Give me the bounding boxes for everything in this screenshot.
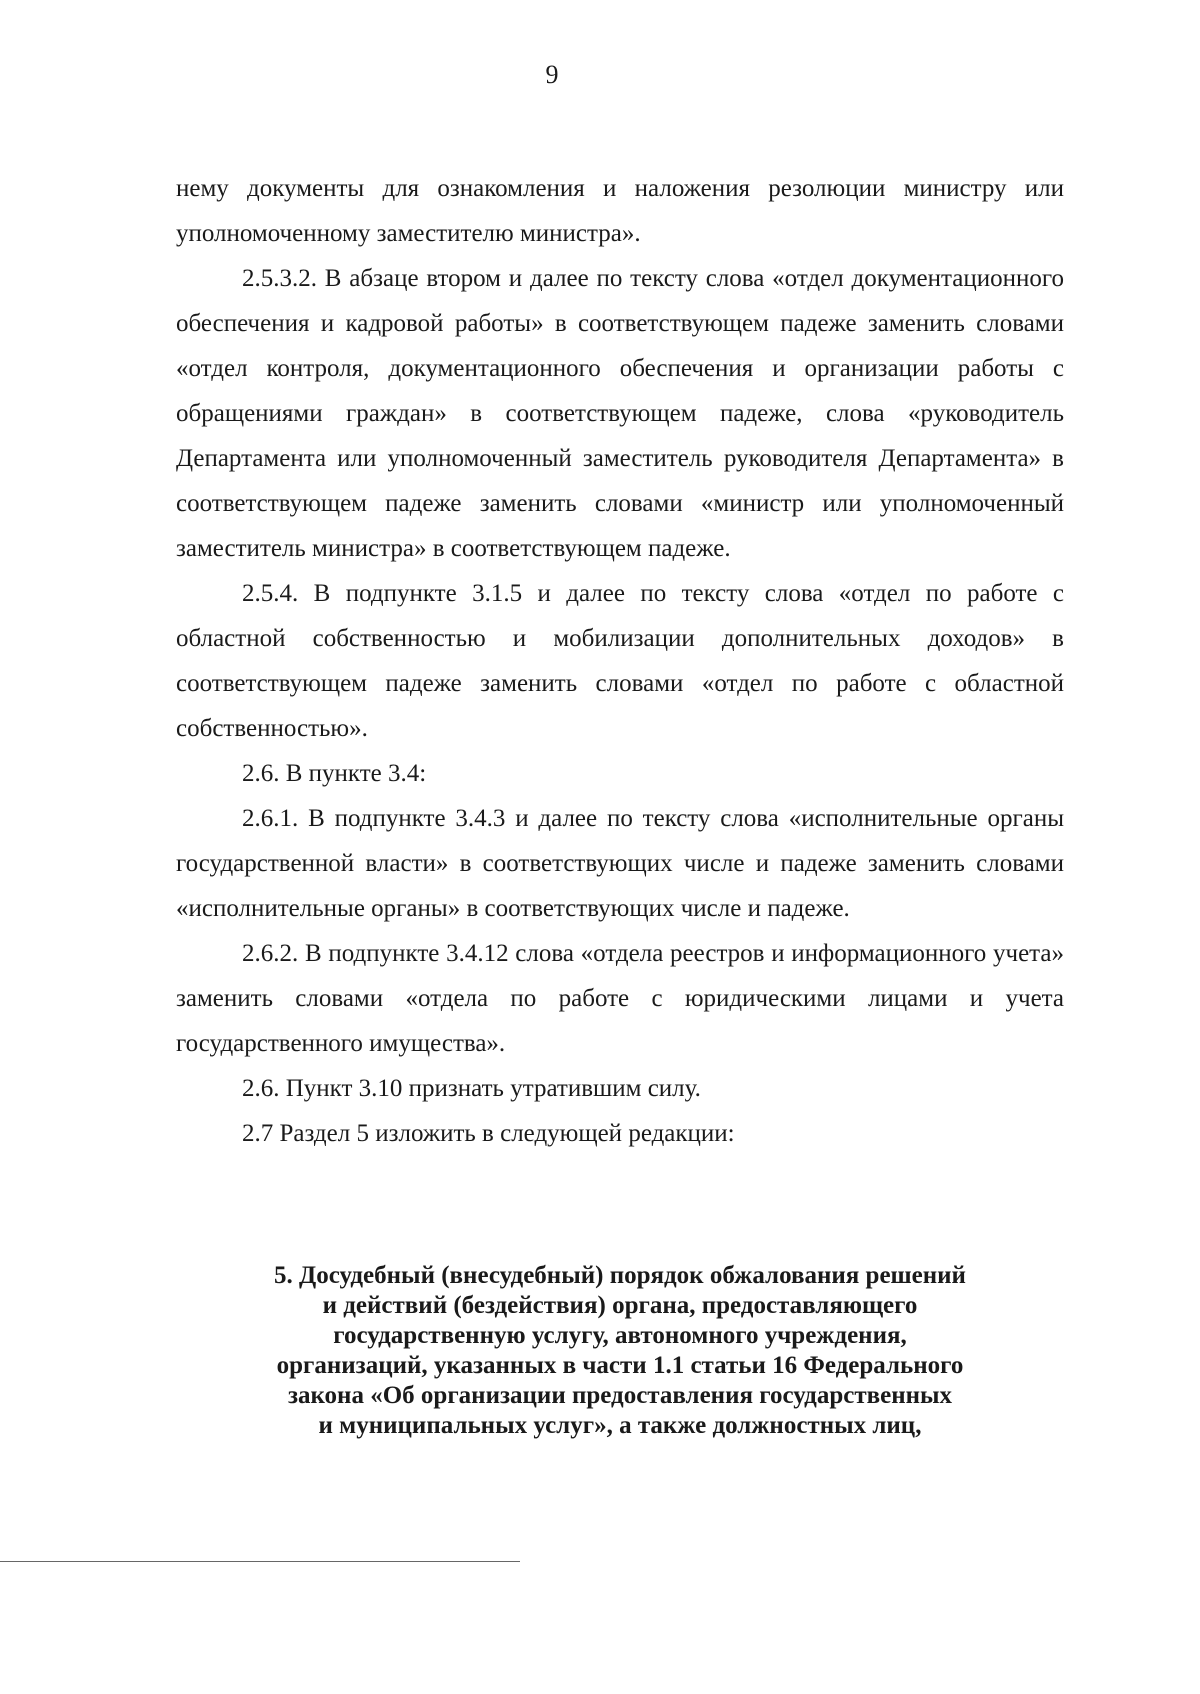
paragraph-2-6: 2.6. В пункте 3.4: (242, 760, 427, 787)
heading-line: и муниципальных услуг», а также должностных лиц, (318, 1412, 922, 1439)
page-bottom-rule (0, 1561, 520, 1562)
section-5-heading (176, 1261, 1064, 1441)
paragraph-2-6-2: 2.6.2. В подпункте 3.4.12 слова «отдела реестров и информационного учета» заменить словами «отдела по работе с юридическими лицами и учета государственного имущества». (176, 940, 1064, 1057)
page-number: 9 (545, 60, 559, 89)
paragraph-2-6-repeal: 2.6. Пункт 3.10 признать утратившим силу. (242, 1075, 701, 1102)
paragraph-continuation: нему документы для ознакомления и наложения резолюции министру или уполномоченному заместителю министра». (176, 175, 1064, 247)
paragraph-2-5-4: 2.5.4. В подпункте 3.1.5 и далее по тексту слова «отдел по работе с областной собственностью и мобилизации дополнительных доходов» в соответствующем падеже заменить словами «отдел по работе с областной собственностью». (176, 580, 1064, 742)
heading-line: организаций, указанных в части 1.1 статьи 16 Федерального (276, 1352, 964, 1379)
heading-line: закона «Об организации предоставления государственных (287, 1382, 953, 1409)
paragraph-2-5-3-2: 2.5.3.2. В абзаце втором и далее по тексту слова «отдел документационного обеспечения и кадровой работы» в соответствующем падеже заменить словами «отдел контроля, документационного обеспечения и организации работы с обращениями граждан» в соответствующем падеже, слова «руководитель Департамента или уполномоченный заместитель руководителя Департамента» в соответствующем падеже заменить словами «министр или уполномоченный заместитель министра» в соответствующем падеже. (176, 265, 1064, 562)
paragraph-2-6-1: 2.6.1. В подпункте 3.4.3 и далее по тексту слова «исполнительные органы государственной власти» в соответствующих числе и падеже заменить словами «исполнительные органы» в соответствующих числе и падеже. (176, 805, 1064, 922)
heading-line: государственную услугу, автономного учреждения, (333, 1322, 907, 1349)
heading-line: и действий (бездействия) органа, предоставляющего (322, 1292, 918, 1319)
document-body (176, 166, 1064, 1156)
heading-line: 5. Досудебный (внесудебный) порядок обжалования решений (274, 1262, 966, 1289)
paragraph-2-7: 2.7 Раздел 5 изложить в следующей редакции: (242, 1120, 735, 1147)
